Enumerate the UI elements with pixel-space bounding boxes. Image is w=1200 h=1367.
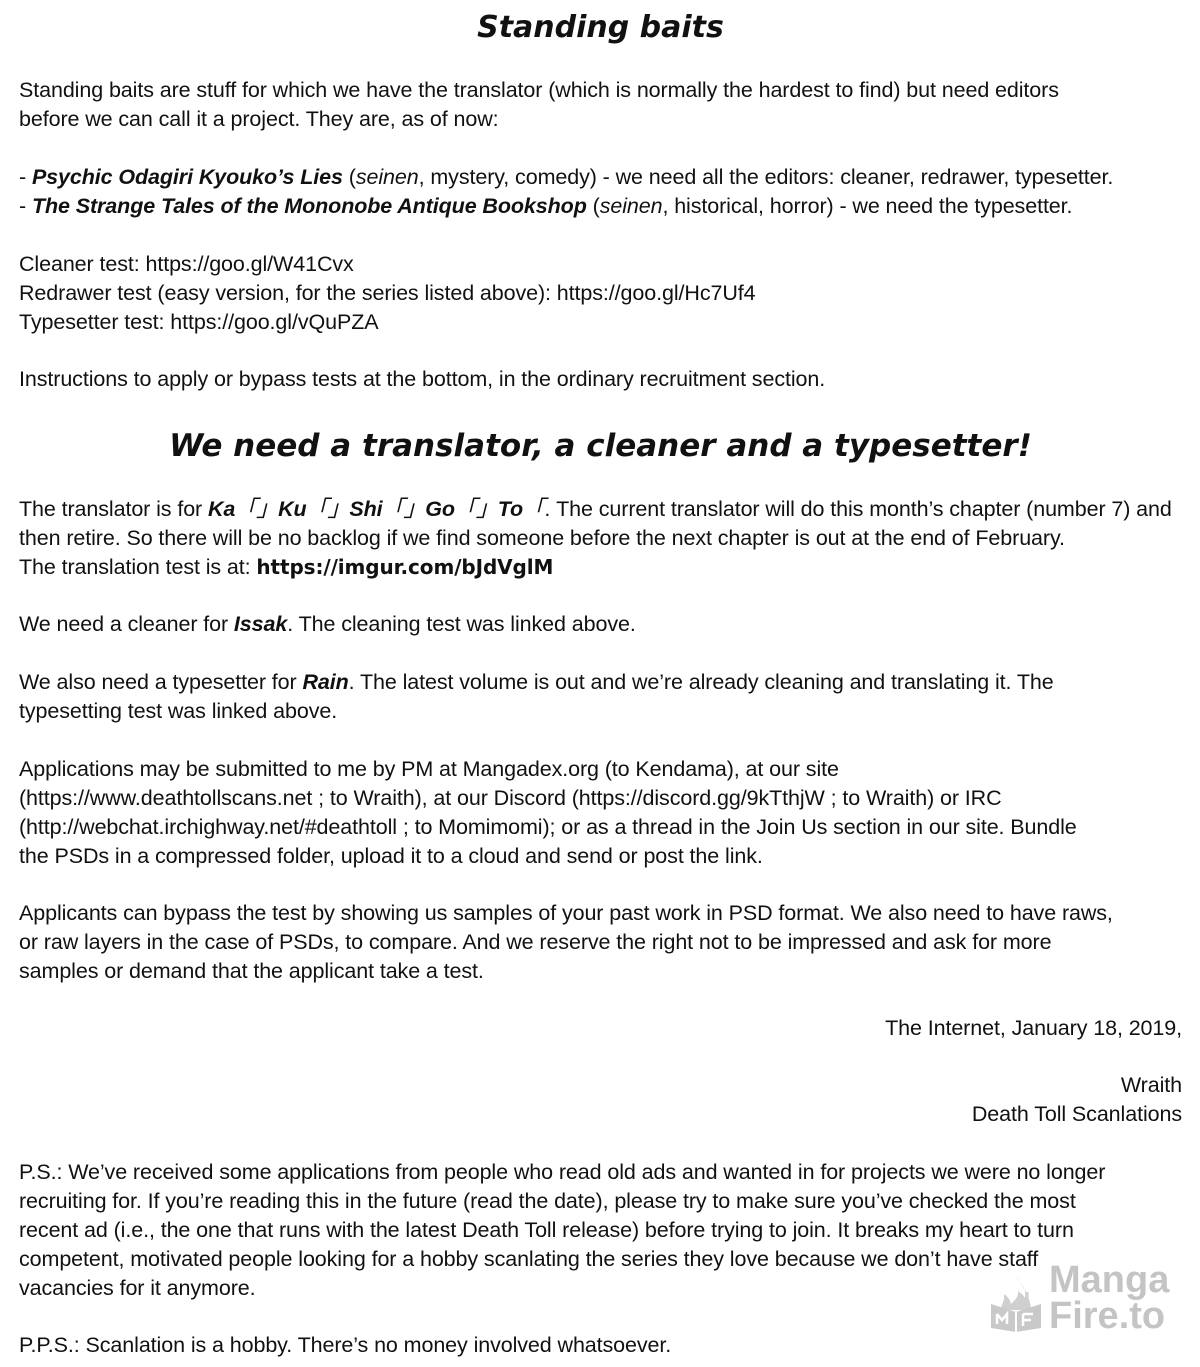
- watermark-text: Manga Fire.to: [1049, 1259, 1170, 1337]
- standing-baits-heading: Standing baits: [477, 10, 724, 45]
- redrawer-test-link[interactable]: Redrawer test (easy version, for the series listed above): https://goo.gl/Hc7Uf4: [19, 281, 756, 305]
- typesetter-paragraph: We also need a typesetter for Rain. The latest volume is out and we’re already cleaning and translating it. The typesetting test was linked above.: [19, 670, 1054, 723]
- intro-line: Standing baits are stuff for which we have the translator (which is normally the hardest to find) but need editors: [19, 78, 1059, 102]
- series-title: Ka「」Ku「」Shi「」Go「」To「: [207, 497, 545, 521]
- bypass-paragraph: Applicants can bypass the test by showing us samples of your past work in PSD format. We also need to have raws, or raw layers in the case of PSDs, to compare. And we reserve the right not to be impressed and ask for more samples or demand that the applicant take a test.: [19, 901, 1113, 983]
- mangafire-watermark: [987, 1259, 1172, 1342]
- signoff-name: Wraith: [1120, 1073, 1182, 1097]
- list-item: - Psychic Odagiri Kyouko’s Lies (seinen, mystery, comedy) - we need all the editors: cleaner, redrawer, typesetter.: [19, 165, 1114, 189]
- translation-test-link[interactable]: https://imgur.com/bJdVglM: [256, 555, 554, 579]
- cleaner-paragraph: We need a cleaner for Issak. The cleaning test was linked above.: [19, 612, 636, 636]
- signoff-group: Death Toll Scanlations: [971, 1102, 1182, 1126]
- series-title: Issak: [233, 612, 288, 636]
- signoff-signature: [19, 1071, 1182, 1129]
- list-item: - The Strange Tales of the Mononobe Antique Bookshop (seinen, historical, horror) - we need the typesetter.: [19, 194, 1073, 218]
- series-title: Psychic Odagiri Kyouko’s Lies: [31, 165, 343, 189]
- ps-paragraph: P.S.: We’ve received some applications from people who read old ads and wanted in for projects we were no longer recruiting for. If you’re reading this in the future (read the date), please try to make sure you’ve checked the most recent ad (i.e., the one that runs with the latest Death Toll release) before trying to join. It breaks my heart to turn competent, motivated people looking for a hobby scanlating the series they love because we don’t have staff vacancies for it anymore.: [19, 1160, 1106, 1300]
- signoff-date: The Internet, January 18, 2019,: [885, 1016, 1182, 1040]
- flame-book-icon: [987, 1274, 1045, 1332]
- intro-line: before we can call it a project. They are, as of now:: [19, 107, 499, 131]
- recruitment-heading: We need a translator, a cleaner and a typesetter!: [169, 428, 1032, 464]
- test-links: [19, 250, 1182, 337]
- pps-paragraph: P.P.S.: Scanlation is a hobby. There’s no money involved whatsoever.: [19, 1333, 672, 1357]
- instructions-text: Instructions to apply or bypass tests at the bottom, in the ordinary recruitment section.: [19, 367, 826, 391]
- standing-baits-intro: [19, 76, 1182, 134]
- series-title: The Strange Tales of the Mononobe Antique Bookshop: [31, 194, 587, 218]
- cleaner-test-link[interactable]: Cleaner test: https://goo.gl/W41Cvx: [19, 252, 354, 276]
- standing-baits-list: [19, 163, 1182, 221]
- typesetter-test-link[interactable]: Typesetter test: https://goo.gl/vQuPZA: [19, 310, 379, 334]
- translator-paragraph: The translator is for Ka「」Ku「」Shi「」Go「」To「. The current translator will do this month’s chapter (number 7) and then retire. So there will be no backlog if we find someone before the next chapter is out at the end of February. The translation test is at: https://imgur.com/bJdVglM: [19, 497, 1172, 579]
- series-title: Rain: [302, 670, 349, 694]
- applications-paragraph: Applications may be submitted to me by PM at Mangadex.org (to Kendama), at our site (https://www.deathtollscans.net ; to Wraith), at our Discord (https://discord.gg/9kTthjW ; to Wraith) or IRC (http://webchat.irchighway.net/#deathtoll ; to Momimomi); or as a thread in the Join Us section in our site. Bundle the PSDs in a compressed folder, upload it to a cloud and send or post the link.: [19, 757, 1077, 868]
